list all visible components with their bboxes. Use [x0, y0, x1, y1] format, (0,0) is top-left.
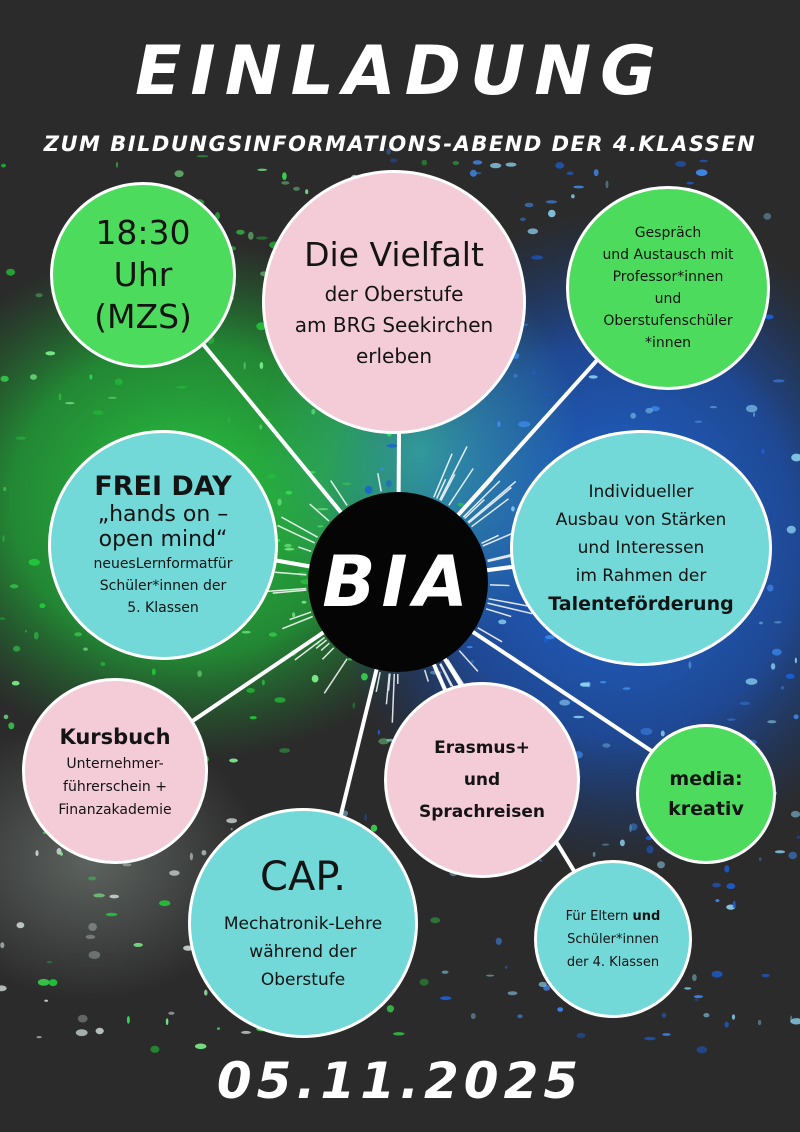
cap-line: während der [249, 942, 357, 962]
time-location: (MZS) [94, 297, 192, 336]
cap-line: Mechatronik-Lehre [223, 914, 383, 934]
talente-line: im Rahmen der [575, 566, 707, 586]
media-line: media: [669, 768, 743, 790]
gespraech-line: Gespräch [634, 225, 702, 241]
kursbuch-bubble [22, 678, 208, 864]
media-line: kreativ [668, 798, 744, 820]
kursbuch-line: führerschein + [63, 778, 167, 795]
vielfalt-line: am BRG Seekirchen [294, 312, 494, 337]
freiday-slogan: open mind“ [98, 527, 228, 552]
erasmus-line: Erasmus+ [434, 738, 530, 758]
eltern-line [566, 905, 661, 928]
eltern-line: Schüler*innen [567, 931, 659, 947]
vielfalt-heading: Die Vielfalt [304, 234, 484, 274]
talente-line: Ausbau von Stärken [555, 510, 727, 530]
freiday-line: Schüler*innen der [99, 578, 227, 594]
freiday-bubble [48, 430, 278, 660]
gespraech-line: und Austausch mit [602, 247, 734, 263]
kursbuch-heading: Kursbuch [59, 724, 171, 749]
freiday-heading: FREI DAY [94, 471, 232, 502]
talente-line: und Interessen [577, 538, 705, 558]
vielfalt-line: erleben [355, 343, 433, 368]
media-bubble [636, 724, 776, 864]
eltern-line: der 4. Klassen [566, 954, 660, 970]
eltern-line-b: und [632, 908, 661, 924]
page-title: EINLADUNG [134, 32, 665, 111]
gespraech-line: Oberstufenschüler [603, 313, 733, 329]
freiday-line: 5. Klassen [127, 600, 199, 616]
cap-heading: CAP. [260, 854, 346, 900]
time-bubble [50, 182, 236, 368]
gespraech-bubble [566, 186, 770, 390]
page-subtitle: ZUM BILDUNGSINFORMATIONS-ABEND DER 4.KLASSEN [43, 132, 757, 156]
gespraech-line: *innen [644, 335, 692, 351]
bia-label: BIA [322, 541, 474, 623]
eltern-bubble [534, 860, 692, 1018]
vielfalt-bubble [262, 170, 526, 434]
cap-line: Oberstufe [260, 970, 346, 990]
gespraech-line: Professor*innen [612, 269, 724, 285]
bia-hub [308, 492, 488, 672]
kursbuch-line: Finanzakademie [58, 801, 172, 818]
vielfalt-line: der Oberstufe [324, 281, 464, 306]
erasmus-line: und [463, 770, 501, 790]
erasmus-bubble [384, 682, 580, 878]
eltern-line-a: Für Eltern [565, 908, 633, 924]
kursbuch-line: Unternehmer- [66, 755, 164, 772]
gespraech-line: und [654, 291, 682, 307]
time-unit: Uhr [113, 255, 173, 294]
time-value: 18:30 [95, 213, 191, 252]
talente-line: Individueller [588, 482, 694, 502]
freiday-line: neuesLernformatfür [93, 556, 233, 572]
erasmus-line: Sprachreisen [419, 802, 545, 822]
event-date: 05.11.2025 [216, 1052, 584, 1110]
cap-bubble [188, 808, 418, 1038]
talente-bubble [510, 430, 772, 666]
freiday-slogan: „hands on – [97, 502, 229, 527]
talente-highlight: Talenteförderung [548, 593, 734, 615]
